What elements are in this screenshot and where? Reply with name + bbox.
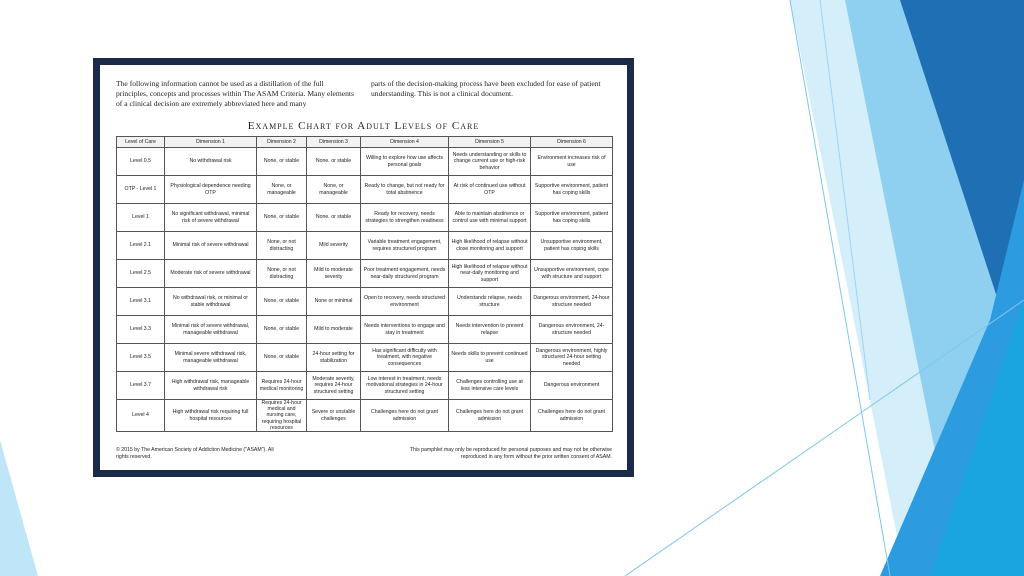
dimension-cell: None, or stable: [257, 148, 307, 176]
dimension-cell: Dangerous environment, 24-hour structure needed: [531, 288, 613, 316]
level-of-care-cell: Level 3.1: [117, 288, 165, 316]
right-bright-panel: [930, 300, 1024, 576]
dimension-cell: Needs interventions to engage and stay in treatment: [361, 316, 449, 344]
table-row: [117, 260, 613, 288]
dimension-cell: Mild to moderate: [307, 316, 361, 344]
dimension-cell: None, or stable: [307, 204, 361, 232]
dimension-cell: None, or stable: [257, 288, 307, 316]
table-row: [117, 204, 613, 232]
dimension-cell: Supportive environment, patient has coping skills: [531, 204, 613, 232]
level-of-care-cell: Level 1: [117, 204, 165, 232]
copyright-notice: © 2015 by The American Society of Addiction Medicine ("ASAM"). All rights reserved.: [116, 447, 274, 460]
dimension-cell: None, or manageable: [257, 176, 307, 204]
dimension-cell: Needs understanding or skills to change current use or high-risk behavior: [449, 148, 531, 176]
level-of-care-cell: Level 3.3: [117, 316, 165, 344]
dimension-cell: Ready to change, but not ready for total abstinence: [361, 176, 449, 204]
dimension-cell: Challenges here do not grant admission: [531, 400, 613, 432]
dimension-cell: None, or stable: [257, 316, 307, 344]
column-header: Dimension 5: [449, 137, 531, 148]
dimension-cell: None, or not distracting: [257, 260, 307, 288]
reproduction-notice: This pamphlet may only be reproduced for personal purposes and may not be otherwise reproduced in any form without the prior written consent of ASAM.: [409, 447, 612, 460]
table-row: [117, 288, 613, 316]
right-light-panel: [790, 0, 1024, 576]
document-page: [100, 65, 627, 470]
dimension-cell: Unsupportive environment, cope with structure and support: [531, 260, 613, 288]
level-of-care-cell: Level 2.1: [117, 232, 165, 260]
table-row: [117, 148, 613, 176]
column-header: Dimension 4: [361, 137, 449, 148]
right-accent-line: [790, 0, 890, 576]
dimension-cell: Low interest in treatment, needs motivational strategies in 24-hour structured setting: [361, 372, 449, 400]
dimension-cell: Needs intervention to prevent relapse: [449, 316, 531, 344]
dimension-cell: At risk of continued use without OTP: [449, 176, 531, 204]
dimension-cell: Minimal risk of severe withdrawal: [165, 232, 257, 260]
dimension-cell: None, or manageable: [307, 176, 361, 204]
dimension-cell: Challenges controlling use at less intensive care levels: [449, 372, 531, 400]
right-blue-panel: [880, 180, 1024, 576]
table-row: [117, 176, 613, 204]
dimension-cell: Open to recovery, needs structured environment: [361, 288, 449, 316]
intro-text-left: The following information cannot be used as a distillation of the full principles, concepts and processes within The ASAM Criteria. Many elements of a clinical decision are extremely abbreviated here and many: [116, 79, 354, 108]
dimension-cell: Mild to moderate severity: [307, 260, 361, 288]
table-row: [117, 400, 613, 432]
dimension-cell: Mild severity: [307, 232, 361, 260]
level-of-care-cell: Level 2.5: [117, 260, 165, 288]
dimension-cell: Able to maintain abstinence or control use with minimal support: [449, 204, 531, 232]
levels-of-care-table: [116, 136, 613, 432]
level-of-care-cell: Level 0.5: [117, 148, 165, 176]
dimension-cell: No withdrawal risk: [165, 148, 257, 176]
column-header: Dimension 2: [257, 137, 307, 148]
dimension-cell: No withdrawal risk, or minimal or stable withdrawal: [165, 288, 257, 316]
table-row: [117, 232, 613, 260]
dimension-cell: None, or stable: [257, 204, 307, 232]
dimension-cell: Unsupportive environment, patient has coping skills: [531, 232, 613, 260]
dimension-cell: Environment increases risk of use: [531, 148, 613, 176]
dimension-cell: Severe or unstable challenges: [307, 400, 361, 432]
dimension-cell: No significant withdrawal, minimal risk of severe withdrawal: [165, 204, 257, 232]
dimension-cell: None, or not distracting: [257, 232, 307, 260]
chart-title: Example Chart for Adult Levels of Care: [247, 120, 480, 132]
dimension-cell: High likelihood of relapse without close monitoring and support: [449, 232, 531, 260]
column-header: Dimension 1: [165, 137, 257, 148]
dimension-cell: Minimal risk of severe withdrawal, manageable withdrawal: [165, 316, 257, 344]
dimension-cell: Supportive environment, patient has coping skills: [531, 176, 613, 204]
dimension-cell: None or minimal: [307, 288, 361, 316]
level-of-care-cell: Level 3.7: [117, 372, 165, 400]
dimension-cell: None, or stable: [257, 344, 307, 372]
dimension-cell: Moderate risk of severe withdrawal: [165, 260, 257, 288]
bottom-accent-line: [625, 300, 1024, 576]
dimension-cell: None, or stable: [307, 148, 361, 176]
dimension-cell: Willing to explore how use affects personal goals: [361, 148, 449, 176]
level-of-care-cell: Level 3.5: [117, 344, 165, 372]
dimension-cell: High withdrawal risk, manageable withdrawal risk: [165, 372, 257, 400]
dimension-cell: Dangerous environment, highly structured 24-hour setting needed: [531, 344, 613, 372]
intro-text-right: parts of the decision-making process have been excluded for ease of patient understanding. This is not a clinical document.: [371, 79, 601, 98]
dimension-cell: Understands relapse, needs structure: [449, 288, 531, 316]
table-body: [117, 148, 613, 432]
dimension-cell: Physiological dependence needing OTP: [165, 176, 257, 204]
dimension-cell: Ready for recovery, needs strategies to strengthen readiness: [361, 204, 449, 232]
column-header: Dimension 6: [531, 137, 613, 148]
table-row: [117, 316, 613, 344]
dimension-cell: High likelihood of relapse without near-daily monitoring and support: [449, 260, 531, 288]
dimension-cell: Moderate severity, requires 24-hour structured setting: [307, 372, 361, 400]
dimension-cell: Poor treatment engagement, needs near-daily structured program: [361, 260, 449, 288]
table-row: [117, 372, 613, 400]
table-row: [117, 344, 613, 372]
dimension-cell: High withdrawal risk requiring full hospital resources: [165, 400, 257, 432]
dimension-cell: Variable treatment engagement, requires structured program: [361, 232, 449, 260]
level-of-care-cell: Level 4: [117, 400, 165, 432]
column-header: Dimension 3: [307, 137, 361, 148]
dimension-cell: Has significant difficulty with treatment, with negative consequences: [361, 344, 449, 372]
dimension-cell: Requires 24-hour medical monitoring: [257, 372, 307, 400]
dimension-cell: 24-hour setting for stabilization: [307, 344, 361, 372]
left-accent-shape: [0, 440, 38, 576]
dimension-cell: Needs skills to prevent continued use: [449, 344, 531, 372]
right-dark-panel: [900, 0, 1024, 380]
level-of-care-cell: OTP - Level 1: [117, 176, 165, 204]
dimension-cell: Minimal severe withdrawal risk, manageable withdrawal: [165, 344, 257, 372]
dimension-cell: Challenges here do not grant admission: [449, 400, 531, 432]
dimension-cell: Requires 24-hour medical and nursing care, requiring hospital resources: [257, 400, 307, 432]
right-mid-panel: [845, 0, 1024, 576]
column-header: Level of Care: [117, 137, 165, 148]
dimension-cell: Dangerous environment: [531, 372, 613, 400]
table-header-row: [117, 137, 613, 148]
dimension-cell: Dangerous environment, 24-structure needed: [531, 316, 613, 344]
dimension-cell: Challenges here do not grant admission: [361, 400, 449, 432]
right-accent-line-2: [820, 0, 870, 400]
document-image: [93, 58, 634, 477]
